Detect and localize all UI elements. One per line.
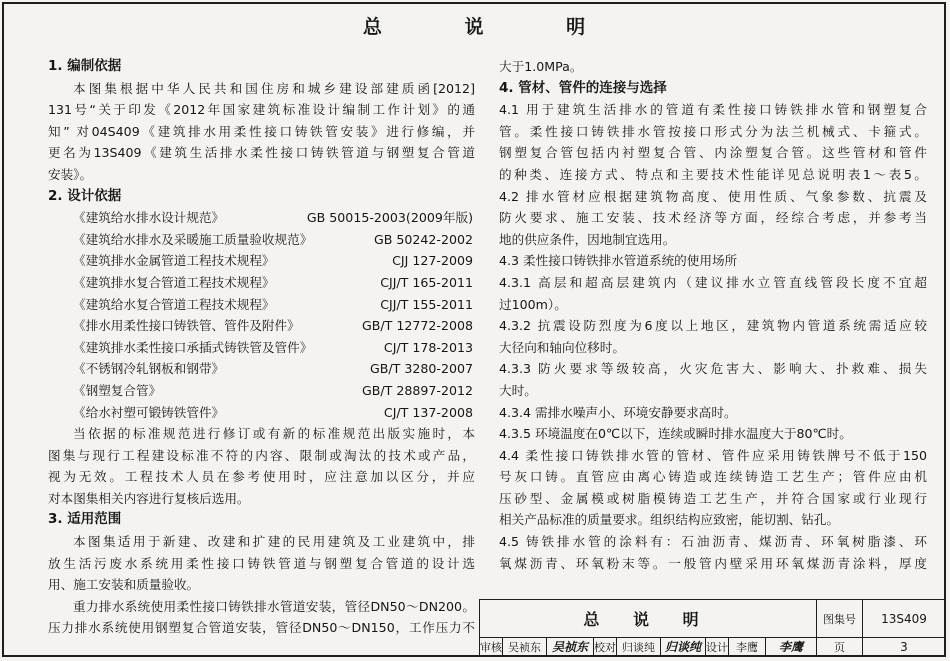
text-line: 号灰口铸。直管应由离心铸造或连续铸造工艺生产；管件应由机 (499, 469, 927, 485)
standard-name: 《给水衬塑可锻铸铁管件》 (73, 404, 225, 420)
section-heading: 3. 适用范围 (48, 511, 122, 528)
standard-row (48, 250, 475, 272)
atlas-number: 13S409 (881, 611, 927, 626)
standard-code: GB/T 3280-2007 (370, 361, 473, 377)
standard-row (48, 380, 475, 402)
text-line: 安装》。 (48, 166, 93, 182)
text-line: 对本图集相关内容进行复核后选用。 (48, 490, 250, 506)
standard-code: GB 50015-2003(2009年版) (306, 210, 473, 226)
text-line: 重力排水系统使用柔性接口铸铁排水管道安装，管径DN50～DN200。 (73, 598, 475, 614)
text-line: 相关产品标准的质量要求。组织结构应致密，能切割、钻孔。 (499, 512, 840, 528)
title-block-name: 总 说 明 (480, 600, 817, 637)
standard-name: 《钢塑复合管》 (73, 382, 162, 398)
standard-name: 《建筑给水排水及采暖施工质量验收规范》 (73, 231, 313, 247)
reviewer-signature: 吴祯东 (547, 637, 594, 656)
title-block (479, 599, 944, 655)
text-line: 视为无效。工程技术人员在参考使用时，应注意加以区分，并应 (48, 469, 475, 485)
title-block-row-bottom (480, 637, 944, 656)
text-line: 压力排水系统使用钢塑复合管道安装，管径DN50～DN150，工作压力不 (48, 620, 475, 636)
standard-row (48, 272, 475, 294)
checker-name: 归谈纯 (617, 637, 661, 656)
standard-row (48, 207, 475, 229)
text-line: 4.3.4 需排水噪声小、环境安静要求高时。 (499, 404, 737, 420)
text-line: 过100m）。 (499, 296, 567, 312)
standard-name: 《建筑排水复合管道工程技术规程》 (73, 274, 275, 290)
designer-signature: 李鹰 (766, 637, 817, 656)
standard-code: GB/T 28897-2012 (362, 382, 473, 398)
page-label: 页 (817, 637, 863, 656)
page-number: 3 (900, 639, 908, 654)
text-line: 4.4 柔性接口铸铁排水管的管材、管件应采用铸铁牌号不低于150 (499, 447, 927, 463)
text-line: 地的供应条件，因地制宜选用。 (499, 231, 676, 247)
text-line: 防火要求、施工安装、技术经济等方面，经综合考虑，并参考当 (499, 210, 927, 226)
page-title: 总 说 明 (362, 16, 624, 38)
text-line: 4.1 用于建筑生活排水的管道有柔性接口铸铁排水管和钢塑复合 (499, 102, 927, 118)
text-line: 压砂型、金属模或树脂模铸造工艺生产，并符合国家或行业现行 (499, 490, 927, 506)
standard-name: 《建筑排水柔性接口承插式铸铁管及管件》 (73, 339, 313, 355)
left-column (48, 56, 475, 639)
standard-code: CJ/T 178-2013 (383, 339, 473, 355)
text-line: 更名为13S409《建筑生活排水柔性接口铸铁管道与钢塑复合管道 (48, 145, 475, 161)
text-line: 管。柔性接口铸铁排水管按接口形式分为法兰机械式、卡箍式。 (499, 123, 927, 139)
text-line: 知” 对04S409《建筑排水用柔性接口铸铁管安装》进行修编，并 (48, 123, 475, 139)
text-line: 大时。 (499, 382, 537, 398)
standard-name: 《不锈钢冷轧钢板和钢带》 (73, 361, 225, 377)
section-heading: 1. 编制依据 (48, 58, 122, 74)
standard-row (48, 229, 475, 251)
standard-code: CJJ 127-2009 (392, 253, 473, 269)
standard-row (48, 402, 475, 424)
standard-row (48, 294, 475, 316)
section-heading: 2. 设计依据 (48, 187, 122, 204)
standard-name: 《建筑给水排水设计规范》 (73, 210, 225, 226)
reviewer-name: 吴祯东 (503, 637, 547, 656)
text-line: 本图集根据中华人民共和国住房和城乡建设部建质函[2012] (73, 80, 475, 96)
standard-name: 《建筑排水金属管道工程技术规程》 (73, 253, 275, 269)
text-line: 的种类、连接方式、特点和主要技术性能详见总说明表1～表5。 (499, 166, 927, 182)
text-line: 4.3.1 高层和超高层建筑内（建议排水立管直线管段长度不宜超 (499, 274, 927, 290)
standard-code: CJJ/T 165-2011 (380, 274, 473, 290)
text-line: 放生活污废水系统用柔性接口铸铁管道与钢塑复合管道的设计选 (48, 555, 475, 571)
right-column (499, 56, 927, 574)
designer-name: 李鹰 (729, 637, 766, 656)
text-line: 4.3.2 抗震设防烈度为6度以上地区，建筑物内管道系统需适应较 (499, 318, 927, 334)
text-line: 4.3.3 防火要求等级较高，火灾危害大、影响大、扑救难、损失 (499, 361, 927, 377)
text-line: 大于1.0MPa。 (499, 59, 583, 74)
standard-row (48, 315, 475, 337)
text-line: 大径向和轴向位移时。 (499, 339, 625, 355)
standard-row (48, 358, 475, 380)
text-line: 4.3 柔性接口铸铁排水管道系统的使用场所 (499, 253, 738, 269)
text-line: 用、施工安装和质量验收。 (48, 577, 200, 593)
standard-code: GB/T 12772-2008 (362, 318, 473, 334)
standard-name: 《建筑给水复合管道工程技术规程》 (73, 296, 275, 312)
standard-code: GB 50242-2002 (373, 231, 473, 247)
text-line: 当依据的标准规范进行修订或有新的标准规范出版实施时，本 (73, 426, 475, 442)
standard-code: CJJ/T 155-2011 (380, 296, 473, 312)
text-line: 4.5 铸铁排水管的涂料有：石油沥青、煤沥青、环氧树脂漆、环 (499, 534, 927, 550)
text-line: 本图集适用于新建、改建和扩建的民用建筑及工业建筑中，排 (73, 534, 475, 550)
section-heading: 4. 管材、管件的连接与选择 (499, 79, 667, 96)
drawing-sheet (2, 2, 946, 657)
title-block-row-top (480, 600, 944, 638)
review-label: 审核 (480, 637, 503, 656)
standard-code: CJ/T 137-2008 (383, 404, 473, 420)
text-line: 4.2 排水管材应根据建筑物高度、使用性质、气象参数、抗震及 (499, 188, 927, 204)
text-line: 图集与现行工程建设标准不符的内容、限制或淘汰的技术或产品， (48, 447, 475, 463)
text-line: 4.3.5 环境温度在0℃以下，连续或瞬时排水温度大于80℃时。 (499, 426, 852, 442)
text-line: 氧煤沥青、环氧粉末等。一般管内壁采用环氧煤沥青涂料，厚度 (499, 555, 927, 571)
check-label: 校对 (594, 637, 617, 656)
standard-row (48, 337, 475, 359)
text-line: 钢塑复合管包括内衬塑复合管、内涂塑复合管。这些管材和管件 (499, 145, 927, 161)
text-line: 131号“关于印发《2012年国家建筑标准设计编制工作计划》的通 (48, 102, 475, 118)
design-label: 设计 (706, 637, 729, 656)
checker-signature: 归谈纯 (661, 637, 706, 656)
standard-name: 《排水用柔性接口铸铁管、管件及附件》 (73, 318, 300, 334)
atlas-number-label: 图集号 (817, 600, 863, 637)
